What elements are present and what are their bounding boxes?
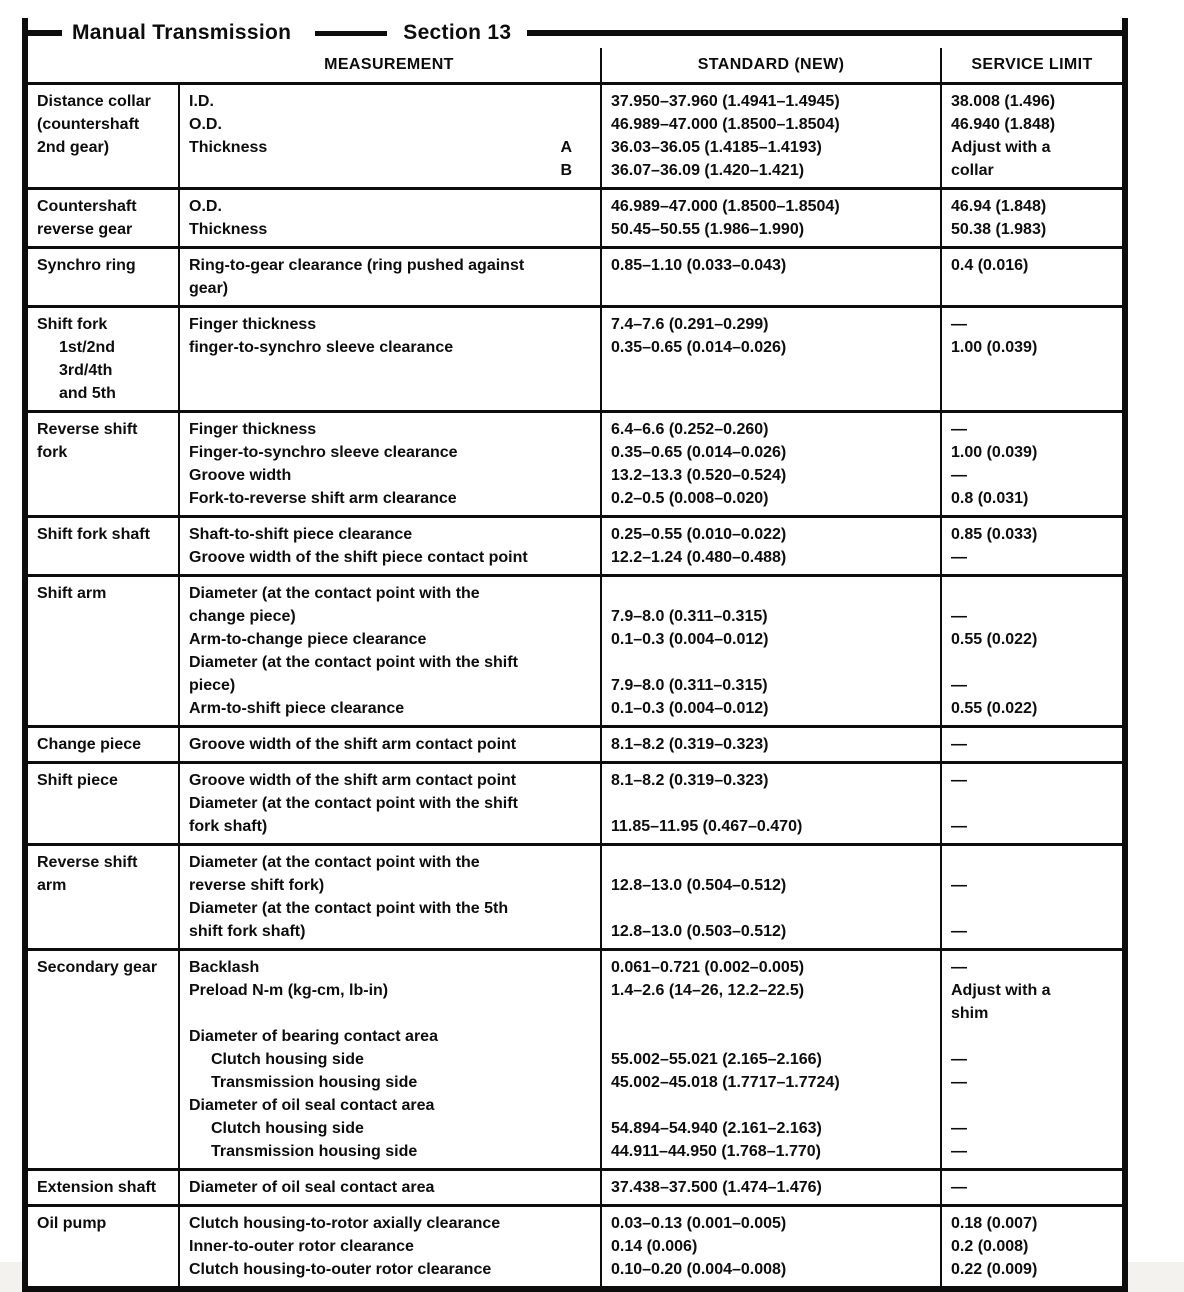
component-cell	[28, 190, 178, 246]
cell-line: 7.9–8.0 (0.311–0.315)	[611, 608, 768, 625]
standard-cell	[600, 518, 940, 574]
cell-line: 1.00 (0.039)	[951, 444, 1038, 461]
title-right-rule	[527, 30, 1122, 36]
cell-line: Diameter (at the contact point with the 5th	[189, 900, 509, 917]
cell-line: Diameter of oil seal contact area	[189, 1097, 435, 1114]
cell-line	[37, 277, 172, 300]
service-limit-cell	[940, 1207, 1122, 1286]
cell-line: 0.35–0.65 (0.014–0.026)	[611, 339, 787, 356]
component-cell	[28, 413, 178, 515]
table-row	[28, 728, 1122, 764]
table-row	[28, 1207, 1122, 1286]
spec-table	[22, 18, 1128, 1292]
cell-line: 7.4–7.6 (0.291–0.299)	[611, 316, 769, 333]
cell-line: Transmission housing side	[211, 1074, 418, 1091]
cell-line: Clutch housing-to-rotor axially clearance	[189, 1215, 501, 1232]
cell-line: Shift fork shaft	[37, 526, 150, 543]
service-limit-cell	[940, 764, 1122, 843]
component-cell	[28, 764, 178, 843]
cell-line	[951, 792, 1116, 815]
cell-line	[611, 897, 934, 920]
cell-line: 0.4 (0.016)	[951, 257, 1029, 274]
standard-cell	[600, 577, 940, 725]
cell-line	[951, 582, 1116, 605]
component-cell	[28, 577, 178, 725]
component-cell	[28, 846, 178, 948]
cell-line	[37, 897, 172, 920]
title-mid-rule	[315, 31, 387, 36]
service-limit-cell	[940, 951, 1122, 1168]
cell-line: 7.9–8.0 (0.311–0.315)	[611, 677, 768, 694]
service-limit-cell	[940, 190, 1122, 246]
cell-line: shim	[951, 1005, 989, 1022]
cell-line: change piece)	[189, 608, 296, 625]
component-cell	[28, 728, 178, 761]
cell-line	[611, 1094, 934, 1117]
service-limit-cell	[940, 413, 1122, 515]
table-row	[28, 190, 1122, 249]
measurement-cell	[178, 85, 600, 187]
cell-line: Reverse shift	[37, 854, 138, 871]
cell-line: 55.002–55.021 (2.165–2.166)	[611, 1051, 822, 1068]
cell-line	[611, 582, 934, 605]
cell-line: 46.989–47.000 (1.8500–1.8504)	[611, 116, 840, 133]
cell-line	[37, 697, 172, 720]
title-bar	[28, 18, 1122, 48]
cell-line: Backlash	[189, 959, 260, 976]
cell-line: Reverse shift	[37, 421, 138, 438]
cell-line: Countershaft	[37, 198, 137, 215]
cell-line: piece)	[189, 677, 236, 694]
cell-line	[611, 651, 934, 674]
cell-line: 1.4–2.6 (14–26, 12.2–22.5)	[611, 982, 805, 999]
cell-line: 1.00 (0.039)	[951, 339, 1038, 356]
cell-line	[189, 159, 594, 182]
cell-line: Thickness	[189, 221, 268, 238]
measurement-cell	[178, 308, 600, 410]
standard-cell	[600, 249, 940, 305]
standard-cell	[600, 951, 940, 1168]
cell-line: Clutch housing side	[211, 1051, 364, 1068]
measurement-cell	[178, 951, 600, 1168]
cell-line: 0.1–0.3 (0.004–0.012)	[611, 700, 769, 717]
cell-line: 0.2–0.5 (0.008–0.020)	[611, 490, 769, 507]
cell-line	[37, 651, 172, 674]
cell-line: —	[951, 316, 967, 333]
standard-cell	[600, 764, 940, 843]
cell-line: Finger thickness	[189, 316, 317, 333]
cell-line: Synchro ring	[37, 257, 136, 274]
cell-line	[951, 651, 1116, 674]
cell-line: 0.1–0.3 (0.004–0.012)	[611, 631, 769, 648]
cell-line: 2nd gear)	[37, 139, 110, 156]
service-limit-cell	[940, 518, 1122, 574]
cell-line	[37, 546, 172, 569]
cell-line: —	[951, 736, 967, 753]
cell-line: Finger thickness	[189, 421, 317, 438]
cell-line: 12.2–1.24 (0.480–0.488)	[611, 549, 787, 566]
measurement-cell	[178, 190, 600, 246]
cell-line: —	[951, 959, 967, 976]
cell-line	[951, 1094, 1116, 1117]
title-left-rule	[28, 30, 62, 36]
cell-line: fork	[37, 444, 68, 461]
component-cell	[28, 249, 178, 305]
cell-line: Diameter (at the contact point with the shift	[189, 795, 518, 812]
cell-line: reverse shift fork)	[189, 877, 325, 894]
component-cell	[28, 1207, 178, 1286]
cell-line: 12.8–13.0 (0.504–0.512)	[611, 877, 787, 894]
cell-line: 50.38 (1.983)	[951, 221, 1047, 238]
cell-line: Clutch housing-to-outer rotor clearance	[189, 1261, 492, 1278]
section-title: Section 13	[403, 21, 512, 44]
cell-line: —	[951, 1074, 967, 1091]
standard-cell	[600, 190, 940, 246]
cell-line	[189, 1002, 594, 1025]
cell-line: 54.894–54.940 (2.161–2.163)	[611, 1120, 822, 1137]
cell-line: 0.55 (0.022)	[951, 631, 1038, 648]
measurement-cell	[178, 728, 600, 761]
measurement-cell	[178, 764, 600, 843]
cell-line	[37, 1048, 172, 1071]
cell-line	[611, 1002, 934, 1025]
cell-line: Shift piece	[37, 772, 118, 789]
cell-line	[951, 359, 1116, 382]
cell-line	[37, 674, 172, 697]
header-standard: STANDARD (NEW)	[600, 48, 940, 82]
measurement-cell	[178, 413, 600, 515]
cell-line: and 5th	[59, 385, 116, 402]
line-right-label: A	[560, 139, 572, 156]
cell-line	[611, 792, 934, 815]
cell-line: 46.94 (1.848)	[951, 198, 1047, 215]
cell-line	[189, 382, 594, 405]
cell-line: Diameter of oil seal contact area	[189, 1179, 435, 1196]
standard-cell	[600, 728, 940, 761]
cell-line: Arm-to-shift piece clearance	[189, 700, 405, 717]
measurement-cell	[178, 577, 600, 725]
cell-line: Diameter (at the contact point with the	[189, 854, 480, 871]
cell-line: 0.35–0.65 (0.014–0.026)	[611, 444, 787, 461]
service-limit-cell	[940, 85, 1122, 187]
cell-line: Change piece	[37, 736, 142, 753]
cell-line	[611, 1025, 934, 1048]
component-cell	[28, 308, 178, 410]
cell-line: 38.008 (1.496)	[951, 93, 1056, 110]
cell-line: 0.061–0.721 (0.002–0.005)	[611, 959, 805, 976]
cell-line: 0.85–1.10 (0.033–0.043)	[611, 257, 787, 274]
cell-line: Diameter (at the contact point with the	[189, 585, 480, 602]
cell-line: —	[951, 1051, 967, 1068]
cell-line: Finger-to-synchro sleeve clearance	[189, 444, 458, 461]
cell-line: 8.1–8.2 (0.319–0.323)	[611, 772, 769, 789]
cell-line	[37, 792, 172, 815]
cell-line: I.D.	[189, 93, 214, 110]
table-row	[28, 85, 1122, 190]
cell-line	[37, 605, 172, 628]
cell-line: 45.002–45.018 (1.7717–1.7724)	[611, 1074, 840, 1091]
standard-cell	[600, 308, 940, 410]
table-row	[28, 249, 1122, 308]
cell-line: 0.25–0.55 (0.010–0.022)	[611, 526, 787, 543]
cell-line: —	[951, 421, 967, 438]
cell-line: Shift arm	[37, 585, 107, 602]
cell-line	[951, 382, 1116, 405]
cell-line: —	[951, 877, 967, 894]
cell-line: 0.03–0.13 (0.001–0.005)	[611, 1215, 787, 1232]
cell-line: Fork-to-reverse shift arm clearance	[189, 490, 457, 507]
cell-line	[37, 487, 172, 510]
cell-line: arm	[37, 877, 67, 894]
cell-line	[611, 277, 934, 300]
cell-line	[37, 464, 172, 487]
cell-line: —	[951, 608, 967, 625]
header-service-limit: SERVICE LIMIT	[940, 48, 1122, 82]
cell-line: Groove width of the shift arm contact point	[189, 772, 517, 789]
cell-line	[611, 851, 934, 874]
cell-line: Diameter (at the contact point with the shift	[189, 654, 518, 671]
line-text: Thickness	[189, 139, 268, 156]
cell-line: Oil pump	[37, 1215, 107, 1232]
cell-line: Secondary gear	[37, 959, 158, 976]
component-cell	[28, 85, 178, 187]
standard-cell	[600, 846, 940, 948]
cell-line: Extension shaft	[37, 1179, 157, 1196]
cell-line: 1st/2nd	[59, 339, 116, 356]
cell-line: 0.85 (0.033)	[951, 526, 1038, 543]
cell-line: —	[951, 923, 967, 940]
cell-line: Adjust with a	[951, 139, 1051, 156]
table-row	[28, 951, 1122, 1171]
measurement-cell	[178, 846, 600, 948]
cell-line: 6.4–6.6 (0.252–0.260)	[611, 421, 769, 438]
cell-line: Clutch housing side	[211, 1120, 364, 1137]
cell-line: Preload N-m (kg-cm, lb-in)	[189, 982, 389, 999]
header-measurement: MEASUREMENT	[324, 56, 454, 73]
cell-line	[951, 851, 1116, 874]
cell-line: 13.2–13.3 (0.520–0.524)	[611, 467, 787, 484]
cell-line: shift fork shaft)	[189, 923, 306, 940]
cell-line: —	[951, 1179, 967, 1196]
cell-line	[37, 1117, 172, 1140]
cell-line: Distance collar	[37, 93, 151, 110]
cell-line: —	[951, 1120, 967, 1137]
cell-line	[37, 1002, 172, 1025]
cell-line: Diameter of bearing contact area	[189, 1028, 438, 1045]
cell-line: Adjust with a	[951, 982, 1051, 999]
cell-line: 0.10–0.20 (0.004–0.008)	[611, 1261, 787, 1278]
cell-line: 37.438–37.500 (1.474–1.476)	[611, 1179, 822, 1196]
cell-line	[37, 628, 172, 651]
cell-line: 8.1–8.2 (0.319–0.323)	[611, 736, 769, 753]
cell-line: fork shaft)	[189, 818, 268, 835]
table-row	[28, 308, 1122, 413]
cell-line: Groove width of the shift piece contact point	[189, 549, 528, 566]
cell-line: 46.940 (1.848)	[951, 116, 1056, 133]
service-limit-cell	[940, 1171, 1122, 1204]
service-limit-cell	[940, 728, 1122, 761]
cell-line: Shift fork	[37, 316, 108, 333]
cell-line	[611, 382, 934, 405]
cell-line	[37, 979, 172, 1002]
service-limit-cell	[940, 577, 1122, 725]
cell-line	[37, 920, 172, 943]
service-limit-cell	[940, 249, 1122, 305]
cell-line: 46.989–47.000 (1.8500–1.8504)	[611, 198, 840, 215]
cell-line	[951, 897, 1116, 920]
cell-line	[37, 1094, 172, 1117]
cell-line: —	[951, 467, 967, 484]
cell-line	[37, 159, 172, 182]
table-row	[28, 846, 1122, 951]
cell-line: 11.85–11.95 (0.467–0.470)	[611, 818, 803, 835]
cell-line	[37, 1140, 172, 1163]
cell-line: Transmission housing side	[211, 1143, 418, 1160]
standard-cell	[600, 413, 940, 515]
table-body	[28, 85, 1122, 1286]
cell-line: —	[951, 772, 967, 789]
cell-line: gear)	[189, 280, 229, 297]
component-cell	[28, 1171, 178, 1204]
cell-line: Groove width	[189, 467, 292, 484]
service-limit-cell	[940, 308, 1122, 410]
cell-line: finger-to-synchro sleeve clearance	[189, 339, 454, 356]
table-row	[28, 1171, 1122, 1207]
cell-line: Arm-to-change piece clearance	[189, 631, 427, 648]
cell-line	[189, 136, 594, 159]
measurement-cell	[178, 1207, 600, 1286]
service-limit-cell	[940, 846, 1122, 948]
cell-line: —	[951, 549, 967, 566]
cell-line	[37, 1258, 172, 1281]
cell-line: Inner-to-outer rotor clearance	[189, 1238, 414, 1255]
line-right-label: B	[560, 162, 572, 179]
page-title: Manual Transmission	[72, 21, 292, 44]
cell-line	[951, 277, 1116, 300]
cell-line: 0.8 (0.031)	[951, 490, 1029, 507]
cell-line: Shaft-to-shift piece clearance	[189, 526, 413, 543]
cell-line: 0.14 (0.006)	[611, 1238, 698, 1255]
table-row	[28, 518, 1122, 577]
standard-cell	[600, 1207, 940, 1286]
measurement-cell	[178, 1171, 600, 1204]
cell-line: 0.55 (0.022)	[951, 700, 1038, 717]
cell-line: Ring-to-gear clearance (ring pushed against	[189, 257, 525, 274]
cell-line: 50.45–50.55 (1.986–1.990)	[611, 221, 805, 238]
cell-line: 0.2 (0.008)	[951, 1238, 1029, 1255]
cell-line: 37.950–37.960 (1.4941–1.4945)	[611, 93, 840, 110]
cell-line: —	[951, 1143, 967, 1160]
cell-line: collar	[951, 162, 994, 179]
cell-line: 0.22 (0.009)	[951, 1261, 1038, 1278]
table-header-row	[28, 48, 1122, 85]
table-row	[28, 577, 1122, 728]
header-component	[28, 48, 178, 82]
cell-line: —	[951, 818, 967, 835]
cell-line: (countershaft	[37, 116, 140, 133]
cell-line: reverse gear	[37, 221, 133, 238]
cell-line	[37, 1071, 172, 1094]
cell-line	[611, 359, 934, 382]
cell-line	[37, 1025, 172, 1048]
cell-line	[189, 359, 594, 382]
cell-line: 36.07–36.09 (1.420–1.421)	[611, 162, 805, 179]
measurement-cell	[178, 518, 600, 574]
component-cell	[28, 518, 178, 574]
cell-line: O.D.	[189, 116, 222, 133]
cell-line	[37, 1235, 172, 1258]
component-cell	[28, 951, 178, 1168]
cell-line	[951, 1025, 1116, 1048]
cell-line: 44.911–44.950 (1.768–1.770)	[611, 1143, 821, 1160]
cell-line: 3rd/4th	[59, 362, 113, 379]
standard-cell	[600, 1171, 940, 1204]
cell-line: 36.03–36.05 (1.4185–1.4193)	[611, 139, 822, 156]
cell-line: Groove width of the shift arm contact point	[189, 736, 517, 753]
table-row	[28, 413, 1122, 518]
cell-line: —	[951, 677, 967, 694]
standard-cell	[600, 85, 940, 187]
table-row	[28, 764, 1122, 846]
cell-line: 12.8–13.0 (0.503–0.512)	[611, 923, 787, 940]
measurement-cell	[178, 249, 600, 305]
cell-line: 0.18 (0.007)	[951, 1215, 1038, 1232]
cell-line: O.D.	[189, 198, 222, 215]
cell-line	[37, 815, 172, 838]
